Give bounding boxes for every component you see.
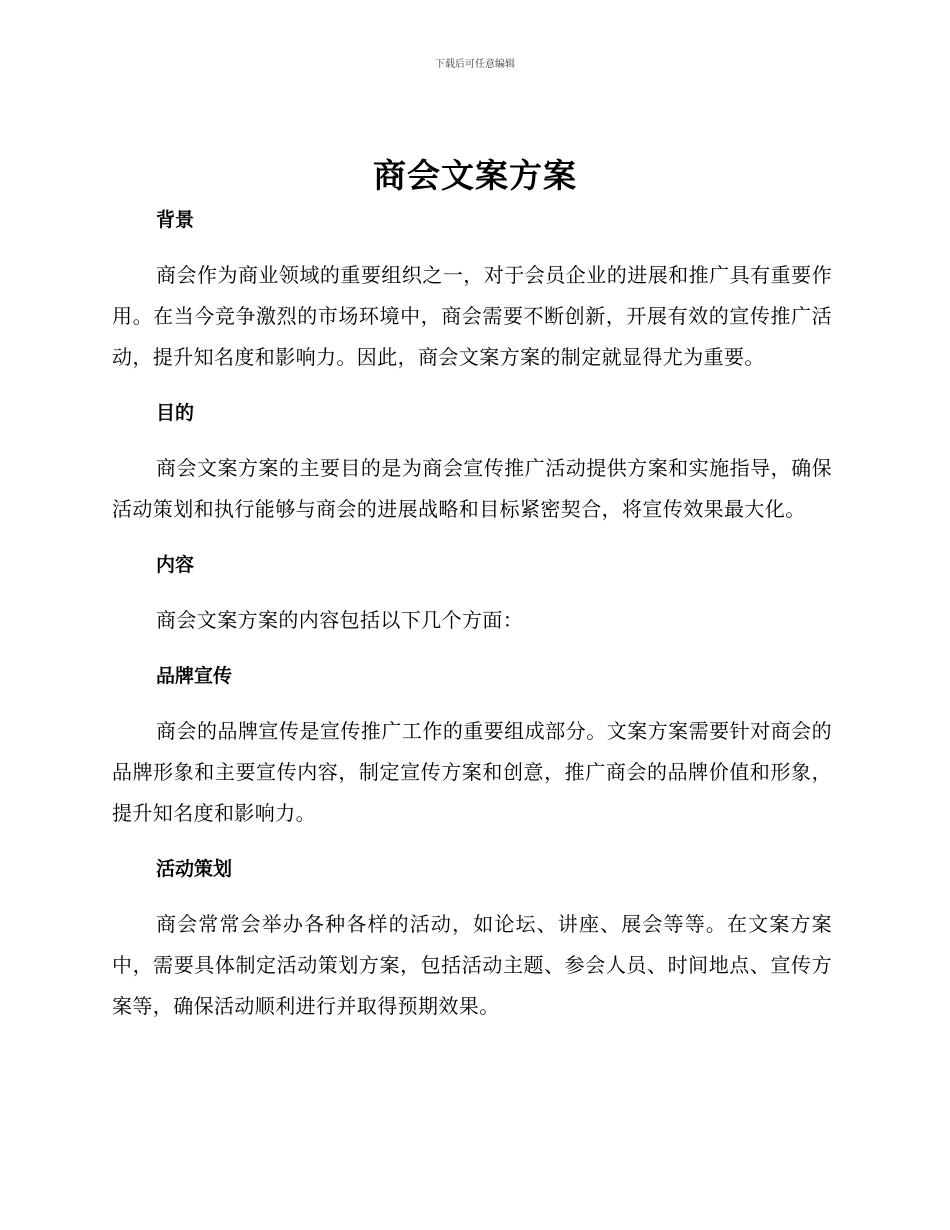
section-paragraph: 商会常常会举办各种各样的活动，如论坛、讲座、展会等等。在文案方案中，需要具体制定活动策划方案，包括活动主题、参会人员、时间地点、宣传方案等，确保活动顺利进行并取得预期效果。 — [112, 912, 832, 1018]
section-paragraph: 商会的品牌宣传是宣传推广工作的重要组成部分。文案方案需要针对商会的品牌形象和主要宣传内容，制定宣传方案和创意，推广商会的品牌价值和形象，提升知名度和影响力。 — [112, 719, 832, 825]
section-heading: 目的 — [156, 402, 195, 424]
document-body — [112, 203, 832, 1027]
section-heading: 内容 — [156, 554, 195, 576]
section-brand-promotion — [112, 659, 832, 852]
section-heading: 背景 — [156, 209, 195, 231]
section-paragraph: 商会文案方案的主要目的是为商会宣传推广活动提供方案和实施指导，确保活动策划和执行能够与商会的进展战略和目标紧密契合，将宣传效果最大化。 — [112, 456, 832, 521]
section-purpose — [112, 396, 832, 548]
section-heading: 活动策划 — [156, 858, 233, 880]
section-content — [112, 548, 832, 659]
section-background — [112, 203, 832, 396]
header-note: 下载后可任意编辑 — [435, 59, 515, 70]
section-paragraph: 商会作为商业领域的重要组织之一，对于会员企业的进展和推广具有重要作用。在当今竞争激烈的市场环境中，商会需要不断创新，开展有效的宣传推广活动，提升知名度和影响力。因此，商会文案方案的制定就显得尤为重要。 — [112, 263, 832, 369]
section-heading: 品牌宣传 — [156, 665, 233, 687]
document-title: 商会文案方案 — [373, 156, 577, 195]
section-paragraph: 商会文案方案的内容包括以下几个方面： — [156, 608, 524, 632]
section-event-planning — [112, 852, 832, 1027]
